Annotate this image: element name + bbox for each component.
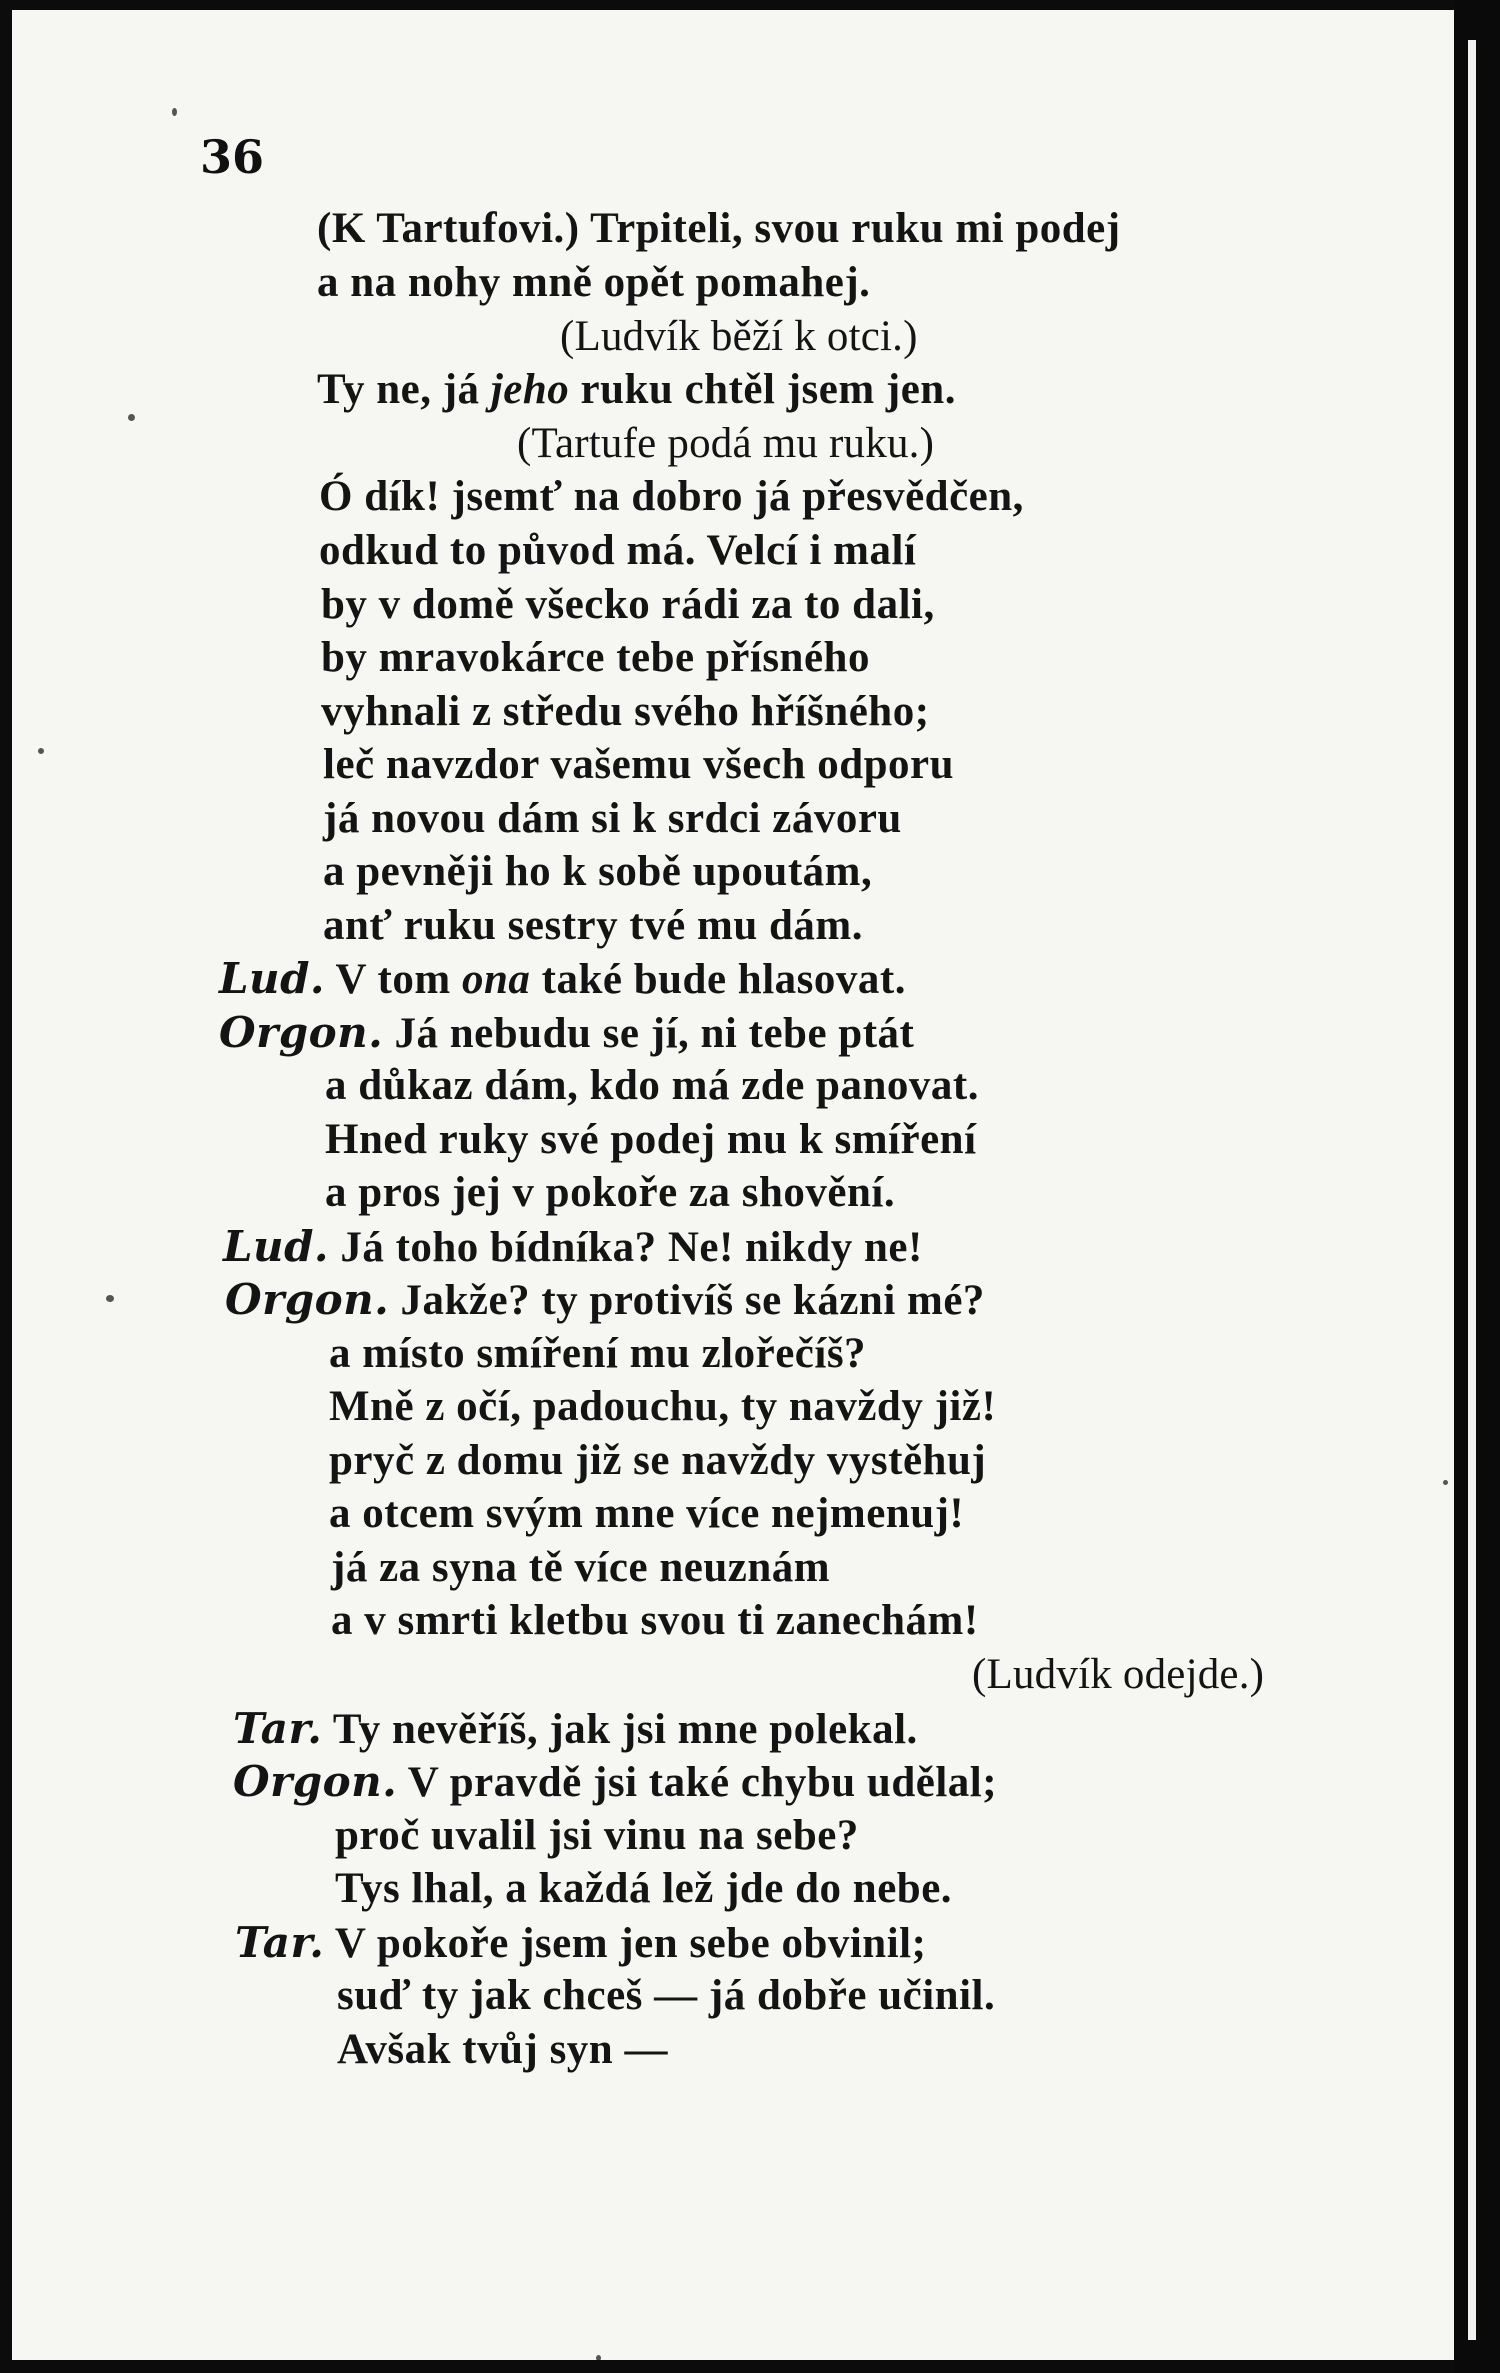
stage-direction: (Ludvík běží k otci.) [560,313,918,360]
verse-line: (K Tartufovi.) Trpiteli, svou ruku mi podej [317,205,1121,252]
verse-line: a pevněji ho k sobě upoutám, [323,848,873,895]
scan-speck [172,108,177,116]
verse-line: já novou dám si k srdci závoru [323,795,902,842]
verse-line: Hned ruky své podej mu k smíření [325,1116,977,1163]
verse-line: proč uvalil jsi vinu na sebe? [335,1812,859,1859]
verse-line: suď ty jak chceš — já dobře učinil. [337,1972,996,2019]
verse-line: a v smrti kletbu svou ti zanechám! [331,1597,979,1644]
dialogue-line: Lud. V tom ona také bude hlasovat. [219,954,906,1003]
verse-line: a na nohy mně opět pomahej. [317,259,871,306]
scan-speck [596,2355,601,2360]
scan-speck [128,414,135,421]
verse-line: anť ruku sestry tvé mu dám. [323,902,863,949]
stage-direction: (Ludvík odejde.) [972,1651,1265,1698]
speaker-name: Tar. [233,1704,323,1753]
dialogue-line: Tar. Ty nevěříš, jak jsi mne polekal. [233,1704,918,1753]
verse-line: Ó dík! jsemť na dobro já přesvědčen, [319,473,1024,520]
scan-speck [38,748,44,754]
verse-line: pryč z domu již se navždy vystěhuj [329,1437,987,1484]
speaker-name: Lud. [219,954,326,1003]
dialogue-line: Orgon. V pravdě jsi také chybu udělal; [233,1757,998,1806]
verse-line: by v domě všecko rádi za to dali, [321,581,935,628]
verse-line: a důkaz dám, kdo má zde panovat. [325,1062,979,1109]
verse-line: Ty ne, já jeho ruku chtěl jsem jen. [317,366,956,413]
verse-line: Avšak tvůj syn — [337,2026,668,2073]
verse-line: leč navzdor vašemu všech odporu [323,741,955,788]
speaker-name: Tar. [235,1918,325,1967]
book-page [12,10,1454,2360]
verse-line: a místo smíření mu zlořečíš? [329,1330,867,1377]
dialogue-line: Tar. V pokoře jsem jen sebe obvinil; [235,1918,927,1967]
verse-line: vyhnali z středu svého hříšného; [321,688,930,735]
speaker-name: Orgon. [225,1275,390,1324]
verse-line: Tys lhal, a každá lež jde do nebe. [335,1865,953,1912]
verse-line: a pros jej v pokoře za shovění. [325,1169,896,1216]
dialogue-line: Orgon. Jakže? ty protivíš se kázni mé? [225,1275,985,1324]
stage-direction: (Tartufe podá mu ruku.) [517,420,935,467]
scan-speck [1443,1480,1448,1485]
verse-line: by mravokárce tebe přísného [321,634,870,681]
speaker-name: Orgon. [233,1757,398,1806]
page-number: 36 [200,130,265,184]
verse-line: Mně z očí, padouchu, ty navždy již! [329,1383,997,1430]
dialogue-line: Orgon. Já nebudu se jí, ni tebe ptát [219,1008,915,1057]
speaker-name: Orgon. [219,1008,384,1057]
speaker-name: Lud. [223,1222,330,1271]
scan-speck [106,1295,114,1302]
dialogue-line: Lud. Já toho bídníka? Ne! nikdy ne! [223,1222,923,1271]
verse-line: a otcem svým mne více nejmenuj! [329,1490,965,1537]
verse-line: odkud to původ má. Velcí i malí [319,527,917,574]
verse-line: já za syna tě více neuznám [331,1544,831,1591]
scan-border [1454,0,1500,2373]
